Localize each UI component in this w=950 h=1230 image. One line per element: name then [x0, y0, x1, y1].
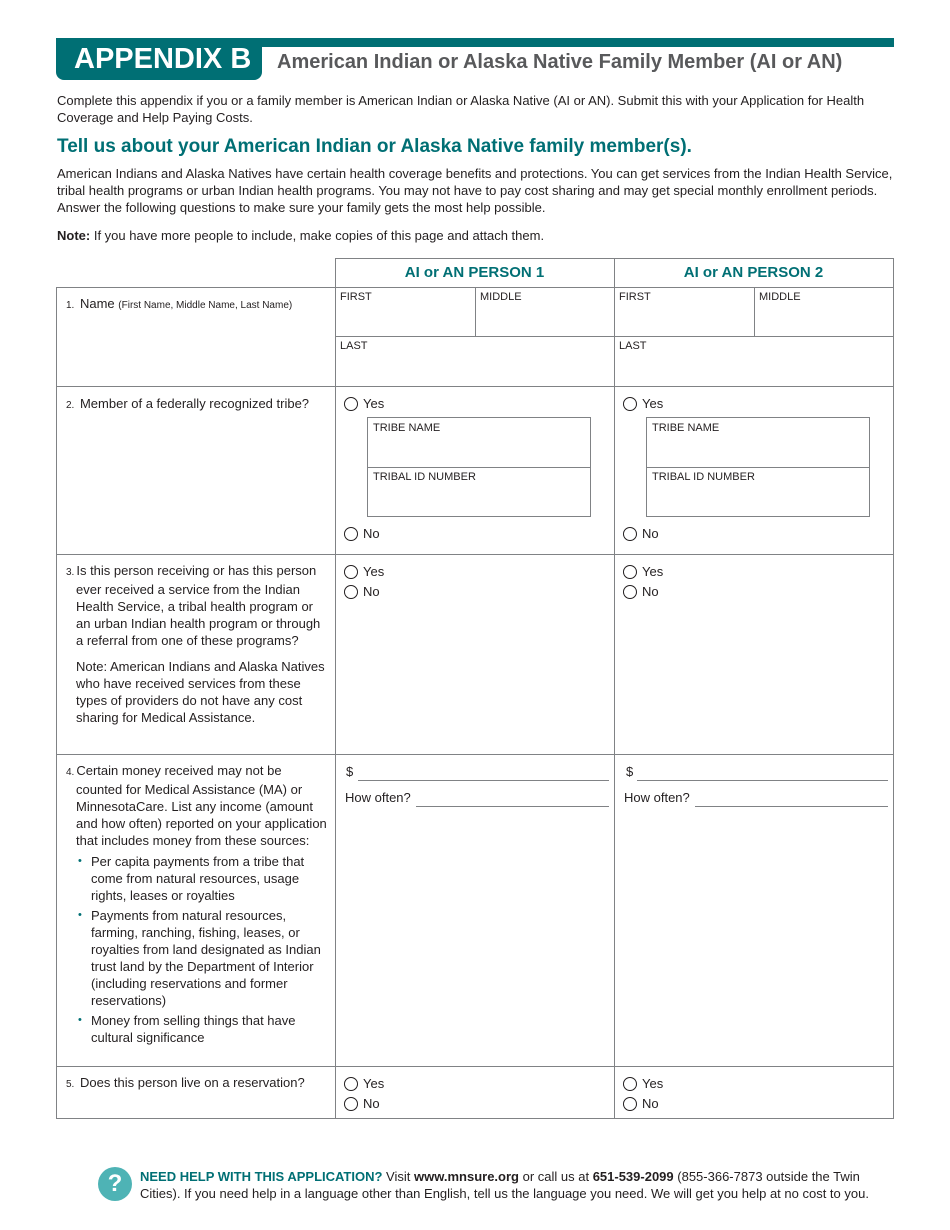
help-text [140, 1168, 900, 1202]
p1-how-often-label: How often? [345, 790, 411, 805]
column-header-person-2: AI or AN PERSON 2 [683, 264, 824, 281]
radio-circle-icon [623, 565, 637, 579]
question-3 [66, 562, 328, 726]
p2-income-amount-field[interactable] [637, 780, 888, 781]
p1-tribe-no-radio[interactable] [344, 526, 380, 541]
p1-ihs-yes-radio[interactable] [344, 564, 384, 579]
p2-tribe-no-radio[interactable] [623, 526, 659, 541]
radio-circle-icon [623, 1097, 637, 1111]
p2-first-name-field[interactable]: FIRST [619, 291, 651, 303]
radio-circle-icon [344, 565, 358, 579]
appendix-tab: APPENDIX B [56, 38, 262, 80]
p2-ihs-yes-radio[interactable] [623, 564, 663, 579]
radio-label: No [642, 526, 659, 541]
radio-circle-icon [344, 585, 358, 599]
p2-tribe-yes-radio[interactable] [623, 396, 663, 411]
question-text: Does this person live on a reservation? [79, 1075, 305, 1090]
radio-label: No [642, 1096, 659, 1111]
radio-label: No [363, 584, 380, 599]
help-heading: NEED HELP WITH THIS APPLICATION? [140, 1169, 383, 1184]
note-label: Note: [57, 228, 91, 243]
help-call: or call us at [518, 1169, 593, 1184]
intro-text: Complete this appendix if you or a family member is American Indian or Alaska Native (AI or AN). Submit this with your Application for Health Coverage and Help Paying Costs. [57, 93, 865, 125]
radio-label: Yes [642, 564, 664, 579]
radio-label: No [363, 1096, 380, 1111]
p1-tribe-yes-radio[interactable] [344, 396, 384, 411]
list-item: • Per capita payments from a tribe that come from natural resources, usage rights, leases or royalties [76, 853, 328, 904]
question-number: 2. [66, 400, 75, 411]
help-phone: 651-539-2099 [592, 1169, 674, 1184]
p2-tribe-name-field[interactable]: TRIBE NAME [652, 422, 720, 434]
p1-how-often-field[interactable] [416, 806, 609, 807]
radio-label: Yes [363, 564, 385, 579]
question-1 [66, 295, 292, 314]
description-text: American Indians and Alaska Natives have certain health coverage benefits and protections. You can get services from the Indian Health Service, tribal health programs or urban Indian health programs. You may not have to pay cost sharing and may get special monthly enrollment periods. Answer the following questions to make sure your family gets the most help possible. [57, 166, 893, 215]
p2-how-often-field[interactable] [695, 806, 888, 807]
question-text: Name [79, 296, 115, 311]
p1-income-amount-field[interactable] [358, 780, 609, 781]
question-number: 1. [66, 300, 75, 311]
help-visit: Visit [382, 1169, 414, 1184]
p2-tribal-id-field[interactable]: TRIBAL ID NUMBER [652, 471, 755, 483]
question-note: Note: American Indians and Alaska Natives who have received services from these types of providers do not have any cost sharing for Medical Assistance. [76, 659, 325, 725]
p1-ihs-no-radio[interactable] [344, 584, 380, 599]
p1-tribal-id-field[interactable]: TRIBAL ID NUMBER [373, 471, 476, 483]
list-item: • Payments from natural resources, farming, ranching, fishing, leases, or royalties from land designated as Indian trust land by the Department of Interior (including reservations and former reservations) [76, 907, 328, 1009]
p2-middle-name-field[interactable]: MIDDLE [759, 291, 801, 303]
page-title: American Indian or Alaska Native Family Member (AI or AN) [277, 51, 843, 73]
p1-dollar-sign: $ [346, 764, 354, 779]
list-item: • Money from selling things that have cultural significance [76, 1012, 328, 1046]
radio-circle-icon [344, 1077, 358, 1091]
p1-tribe-name-field[interactable]: TRIBE NAME [373, 422, 441, 434]
p1-tribe-box [367, 417, 591, 517]
p2-tribe-box [646, 417, 870, 517]
question-number: 5. [66, 1079, 75, 1090]
radio-label: No [363, 526, 380, 541]
question-text: Certain money received may not be counted for Medical Assistance (MA) or MinnesotaCare. List any income (amount and how often) reported on your application that includes money from these sources: [76, 763, 327, 848]
p2-how-often-label: How often? [624, 790, 690, 805]
radio-label: Yes [363, 1076, 385, 1091]
p1-reservation-no-radio[interactable] [344, 1096, 380, 1111]
radio-circle-icon [344, 1097, 358, 1111]
help-website-link[interactable]: www.mnsure.org [414, 1169, 519, 1184]
question-number: 4. [66, 767, 75, 778]
question-text: Is this person receiving or has this person ever received a service from the Indian Health Service, a tribal health program or an urban Indian health program or through a referral from one of these programs? [76, 563, 321, 648]
p2-reservation-no-radio[interactable] [623, 1096, 659, 1111]
help-rest: (855-366-7873 outside the Twin Cities). If you need help in a language other than English, tell us the language you need. We will get you help at no cost to you. [140, 1169, 869, 1201]
radio-circle-icon [623, 397, 637, 411]
radio-circle-icon [623, 527, 637, 541]
p1-middle-name-field[interactable]: MIDDLE [480, 291, 522, 303]
note-text [57, 228, 544, 243]
p1-last-name-field[interactable]: LAST [340, 340, 368, 352]
question-number: 3. [66, 567, 75, 578]
radio-circle-icon [623, 1077, 637, 1091]
p2-last-name-field[interactable]: LAST [619, 340, 647, 352]
note-body: If you have more people to include, make copies of this page and attach them. [90, 228, 545, 243]
section-heading: Tell us about your American Indian or Alaska Native family member(s). [57, 136, 692, 157]
radio-label: Yes [363, 396, 385, 411]
p1-first-name-field[interactable]: FIRST [340, 291, 372, 303]
p2-reservation-yes-radio[interactable] [623, 1076, 663, 1091]
radio-circle-icon [623, 585, 637, 599]
column-header-person-1: AI or AN PERSON 1 [404, 264, 545, 281]
radio-label: No [642, 584, 659, 599]
p2-ihs-no-radio[interactable] [623, 584, 659, 599]
p2-dollar-sign: $ [626, 764, 634, 779]
help-question-icon: ? [98, 1167, 132, 1201]
question-hint: (First Name, Middle Name, Last Name) [118, 300, 293, 311]
radio-label: Yes [642, 396, 664, 411]
question-2 [66, 395, 309, 414]
radio-label: Yes [642, 1076, 664, 1091]
income-source-list [66, 853, 328, 1046]
radio-circle-icon [344, 527, 358, 541]
question-5 [66, 1074, 305, 1093]
p1-reservation-yes-radio[interactable] [344, 1076, 384, 1091]
question-text: Member of a federally recognized tribe? [79, 396, 310, 411]
radio-circle-icon [344, 397, 358, 411]
question-4 [66, 762, 328, 1049]
